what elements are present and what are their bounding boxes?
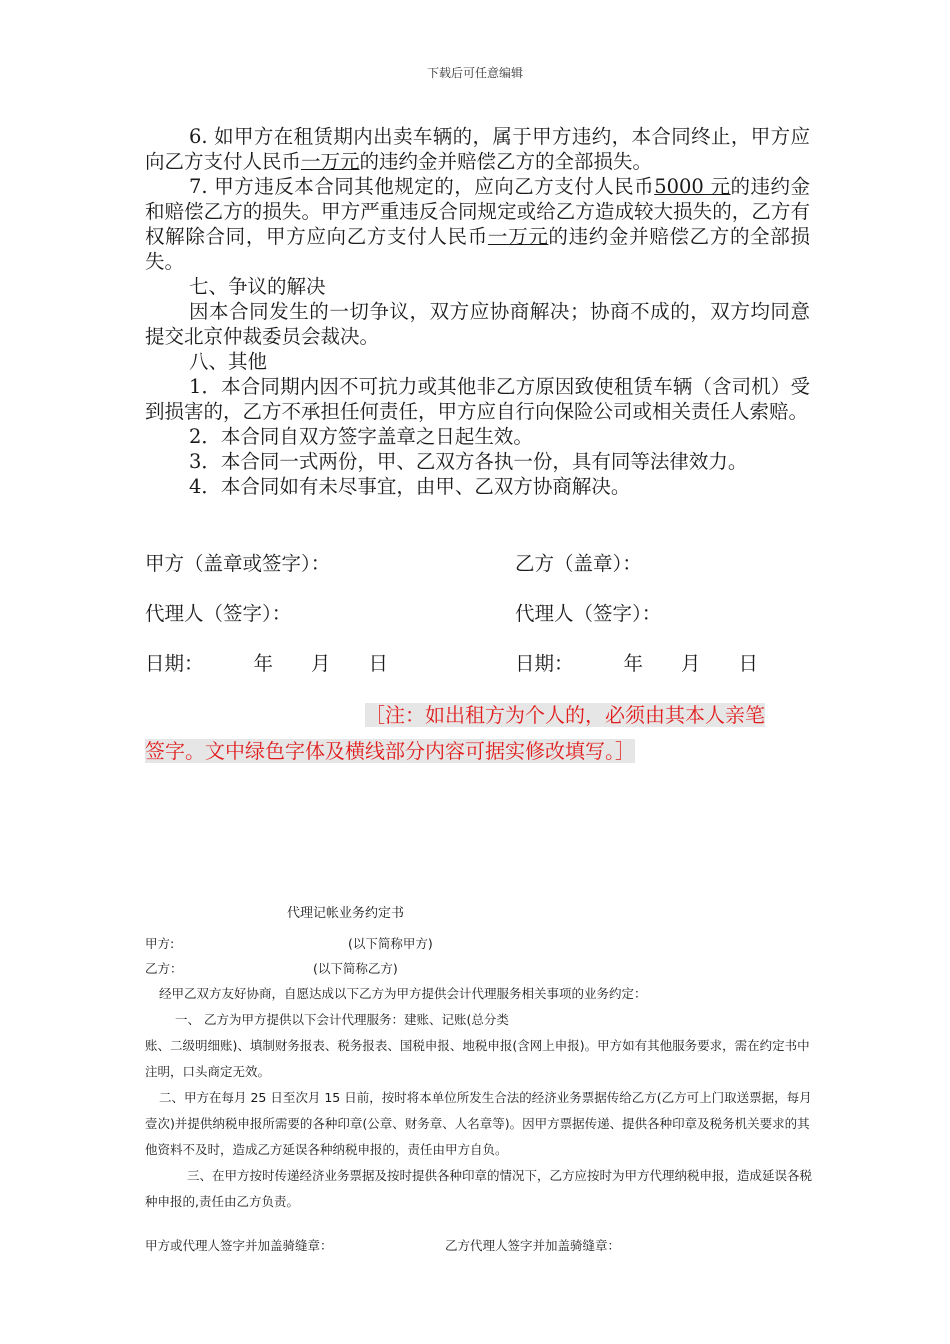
contract-2-item-3: 三、在甲方按时传递经济业务票据及按时提供各种印章的情况下，乙方应按时为甲方代理纳税申报，造成延误各税种申报的,责任由乙方负责。 bbox=[145, 1168, 813, 1209]
contract-2-intro: 经甲乙双方友好协商，自愿达成以下乙方为甲方提供会计代理服务相关事项的业务约定： bbox=[159, 986, 647, 1001]
clause-6: 6. 如甲方在租赁期内出卖车辆的，属于甲方违约，本合同终止，甲方应向乙方支付人民币一万元的违约金并赔偿乙方的全部损失。 bbox=[145, 125, 810, 173]
party-b-sign-label: 乙方（盖章）： bbox=[515, 552, 642, 575]
section-8-title: 八、其他 bbox=[189, 350, 268, 373]
agent-a-sign-label: 代理人（签字）： bbox=[145, 602, 292, 625]
note-line-2: 签字。文中绿色字体及横线部分内容可据实修改填写。］ bbox=[145, 739, 635, 763]
section-8-item-4: 4．本合同如有未尽事宜，由甲、乙双方协商解决。 bbox=[189, 475, 631, 498]
red-note bbox=[145, 697, 815, 769]
signature-row-party bbox=[145, 548, 810, 574]
clause-7: 7. 甲方违反本合同其他规定的，应向乙方支付人民币5000 元的违约金和赔偿乙方的损失。甲方严重违反合同规定或给乙方造成较大损失的，乙方有权解除合同，甲方应向乙方支付人民币一万元的违约金并赔偿乙方的全部损失。 bbox=[145, 175, 810, 273]
contract-2-party-a: 甲方: (以下简称甲方) bbox=[145, 936, 433, 951]
section-8-item-2: 2．本合同自双方签字盖章之日起生效。 bbox=[189, 425, 533, 448]
date-b: 日期： 年 月 日 bbox=[515, 652, 759, 675]
section-7-body: 因本合同发生的一切争议，双方应协商解决；协商不成的，双方均同意提交北京仲裁委员会裁决。 bbox=[145, 300, 810, 348]
contract-2-sign-a: 甲方或代理人签字并加盖骑缝章： bbox=[145, 1238, 333, 1253]
signature-row-agent bbox=[145, 598, 810, 624]
signature-row-date bbox=[145, 648, 810, 674]
date-a: 日期： 年 月 日 bbox=[145, 652, 389, 675]
section-8-item-3: 3．本合同一式两份，甲、乙双方各执一份，具有同等法律效力。 bbox=[189, 450, 748, 473]
underlined-amount: 一万元 bbox=[301, 150, 360, 173]
section-7-title: 七、争议的解决 bbox=[189, 275, 326, 298]
contract-2-title: 代理记帐业务约定书 bbox=[287, 906, 405, 921]
contract-2-party-b: 乙方： (以下简称乙方) bbox=[145, 961, 398, 976]
party-a-sign-label: 甲方（盖章或签字）： bbox=[145, 552, 331, 575]
underlined-amount: 5000 元 bbox=[654, 175, 731, 198]
page-header-note: 下载后可任意编辑 bbox=[426, 66, 523, 80]
contract-2-body bbox=[145, 981, 817, 1215]
underlined-amount: 一万元 bbox=[487, 225, 549, 248]
contract-2-item-1b: 账、二级明细账)、填制财务报表、税务报表、国税申报、地税申报(含网上申报)。甲方如有其他服务要求，需在约定书中注明，口头商定无效。 bbox=[145, 1038, 810, 1079]
contract-2-signatures bbox=[145, 1236, 621, 1254]
note-line-1: ［注：如出租方为个人的，必须由其本人亲笔 bbox=[365, 703, 765, 727]
contract-clauses bbox=[145, 124, 810, 499]
contract-2-sign-b: 乙方代理人签字并加盖骑缝章： bbox=[445, 1238, 621, 1253]
agent-b-sign-label: 代理人（签字）： bbox=[515, 602, 662, 625]
contract-2-item-1a: 一、 乙方为甲方提供以下会计代理服务：建账、记账(总分类 bbox=[175, 1012, 509, 1027]
section-8-item-1: 1．本合同期内因不可抗力或其他非乙方原因致使租赁车辆（含司机）受到损害的，乙方不承担任何责任，甲方应自行向保险公司或相关责任人索赔。 bbox=[145, 375, 810, 423]
contract-2-item-2: 二、甲方在每月 25 日至次月 15 日前，按时将本单位所发生合法的经济业务票据传给乙方(乙方可上门取送票据，每月壹次)并提供纳税申报所需要的各种印章(公章、财务章、人名章等)。因甲方票据传递、提供各种印章及税务机关要求的其他资料不及时，造成乙方延误各种纳税申报的，责任由甲方自负。 bbox=[145, 1090, 812, 1157]
